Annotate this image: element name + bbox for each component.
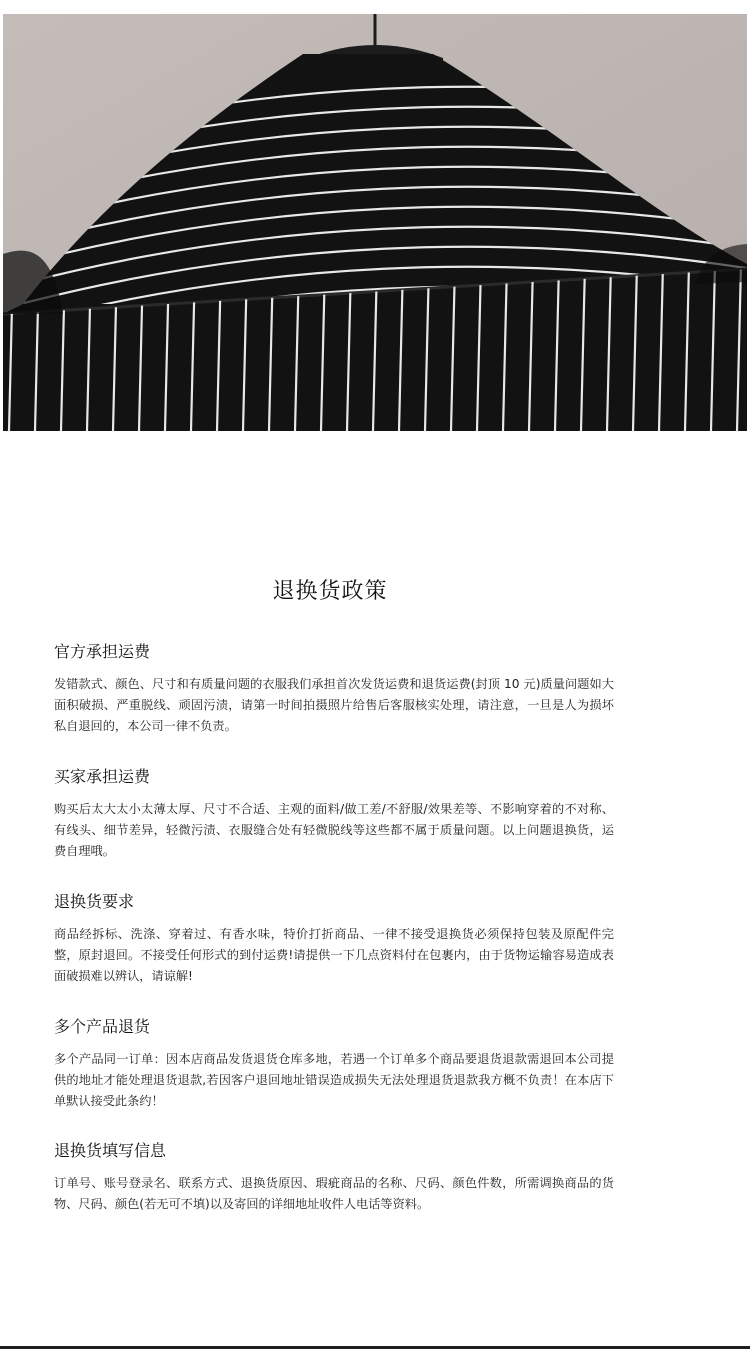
- section-heading: 退换货填写信息: [54, 1141, 167, 1160]
- policy-section-return-requirements: [54, 890, 614, 987]
- section-heading: 退换货要求: [54, 892, 135, 911]
- section-body: 发错款式、颜色、尺寸和有质量问题的衣服我们承担首次发货运费和退货运费(封顶 10 元)质量问题如大面积破损、严重脱线、顽固污渍，请第一时间拍摄照片给售后客服核实处理，请注意，一旦是人为损坏私自退回的，本公司一律不负责。: [54, 677, 614, 733]
- section-heading: 买家承担运费: [54, 767, 151, 786]
- section-body: 商品经拆标、洗涤、穿着过、有香水味，特价打折商品、一律不接受退换货必须保持包装及原配件完整，原封退回。不接受任何形式的到付运费!请提供一下几点资料付在包裹内，由于货物运输容易造成表面破损难以辨认，请谅解!: [54, 927, 614, 983]
- striped-shirt-back-image: [3, 14, 747, 431]
- product-photo: [3, 14, 747, 431]
- section-body: 订单号、账号登录名、联系方式、退换货原因、瑕疵商品的名称、尺码、颜色件数，所需调换商品的货物、尺码、颜色(若无可不填)以及寄回的详细地址收件人电话等资料。: [54, 1176, 614, 1211]
- policy-section-return-info: [54, 1139, 614, 1215]
- policy-section-multiple-products: [54, 1015, 614, 1112]
- policy-title: 退换货政策: [272, 579, 388, 604]
- policy-section-buyer-shipping: [54, 765, 614, 862]
- section-body: 多个产品同一订单：因本店商品发货退货仓库多地，若遇一个订单多个商品要退货退款需退回本公司提供的地址才能处理退货退款,若因客户退回地址错误造成损失无法处理退货退款我方概不负责！在本店下单默认接受此条约！: [54, 1052, 614, 1108]
- section-heading: 官方承担运费: [54, 642, 151, 661]
- section-heading: 多个产品退货: [54, 1017, 151, 1036]
- section-body: 购买后太大太小太薄太厚、尺寸不合适、主观的面料/做工差/不舒服/效果差等、不影响穿着的不对称、有线头、细节差异，轻微污渍、衣服缝合处有轻微脱线等这些都不属于质量问题。以上问题退换货，运费自理哦。: [54, 802, 614, 858]
- policy-section-official-shipping: [54, 640, 614, 737]
